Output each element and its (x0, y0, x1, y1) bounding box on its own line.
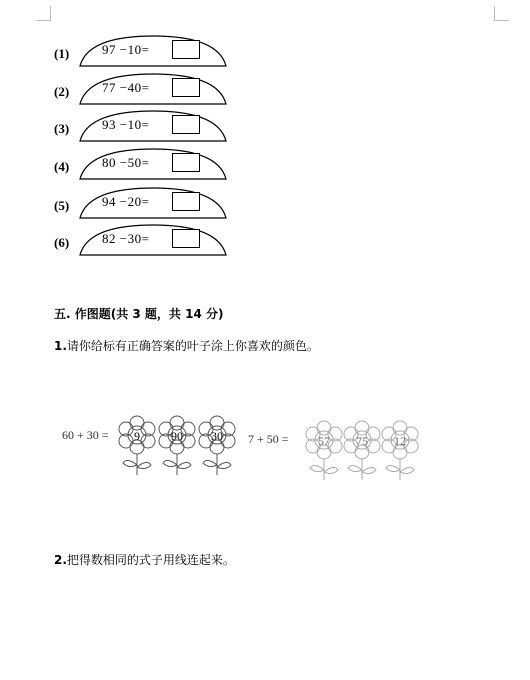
question-text: 把得数相同的式子用线连起来。 (66, 553, 235, 567)
answer-box[interactable] (172, 115, 200, 134)
arch-problem-2 (54, 72, 234, 106)
arch-shape (78, 186, 228, 220)
question-number: 2. (54, 553, 67, 567)
problem-number: (5) (54, 198, 70, 213)
page-corner-mark-left (36, 6, 51, 21)
problem-expression: 82 −30= (102, 231, 150, 246)
flower-answer: 57 (318, 434, 330, 448)
flower-leaf[interactable] (342, 420, 382, 480)
flower-icon (117, 415, 157, 477)
flower-icon (197, 415, 237, 477)
flower-group-2-equation: 7 + 50 = (248, 432, 289, 446)
flower-icon (380, 420, 420, 482)
arch-shape (78, 223, 228, 257)
flower-leaf[interactable] (157, 415, 197, 475)
flower-leaf[interactable] (304, 420, 344, 480)
answer-box[interactable] (172, 192, 200, 211)
problem-number: (3) (54, 121, 70, 136)
flower-answer: 75 (356, 434, 368, 448)
problem-number: (6) (54, 235, 70, 250)
page-corner-mark-right (494, 6, 509, 21)
answer-box[interactable] (172, 153, 200, 172)
question-text: 请你给标有正确答案的叶子涂上你喜欢的颜色。 (66, 339, 319, 353)
flower-answer: 90 (171, 429, 183, 443)
flower-group-1-equation: 60 + 30 = (62, 428, 109, 442)
answer-box[interactable] (172, 40, 200, 59)
section-title: 五. 作图题(共 3 题，共 14 分) (54, 307, 224, 321)
arch-problem-1 (54, 34, 234, 68)
arch-shape (78, 34, 228, 68)
flower-answer: 9 (134, 429, 140, 443)
flower-leaf[interactable] (197, 415, 237, 475)
problem-expression: 97 −10= (102, 42, 150, 57)
question-2 (54, 551, 235, 568)
arch-problem-3 (54, 109, 234, 143)
problem-number: (4) (54, 159, 70, 174)
problem-expression: 80 −50= (102, 155, 150, 170)
arch-shape (78, 147, 228, 181)
flower-answer: 12 (394, 434, 406, 448)
problem-expression: 93 −10= (102, 117, 150, 132)
arch-problem-5 (54, 186, 234, 220)
problem-expression: 94 −20= (102, 194, 150, 209)
flower-icon (342, 420, 382, 482)
answer-box[interactable] (172, 229, 200, 248)
flower-leaf[interactable] (117, 415, 157, 475)
flower-leaf[interactable] (380, 420, 420, 480)
answer-box[interactable] (172, 78, 200, 97)
flower-icon (157, 415, 197, 477)
question-1 (54, 337, 319, 354)
flower-icon (304, 420, 344, 482)
question-number: 1. (54, 339, 67, 353)
arch-problem-6 (54, 223, 234, 257)
problem-number: (2) (54, 84, 70, 99)
flower-answer: 30 (211, 429, 223, 443)
problem-expression: 77 −40= (102, 80, 150, 95)
arch-shape (78, 109, 228, 143)
arch-problem-4 (54, 147, 234, 181)
arch-shape (78, 72, 228, 106)
problem-number: (1) (54, 46, 70, 61)
